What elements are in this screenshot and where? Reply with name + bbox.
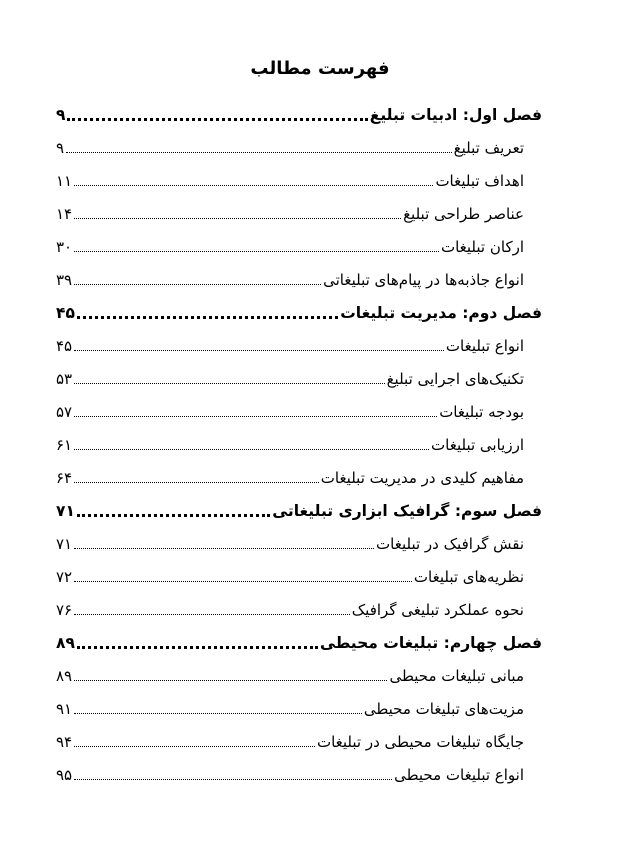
toc-page-number: ۶۴ xyxy=(56,468,73,487)
toc-page-number: ۸۹ xyxy=(56,666,73,685)
toc-entry-title: انواع تبلیغات xyxy=(445,336,524,355)
dot-leader xyxy=(74,449,429,450)
toc-section-entry[interactable] xyxy=(56,263,542,296)
toc-page-number: ۹ xyxy=(56,105,66,124)
dot-leader xyxy=(74,185,433,186)
table-of-contents xyxy=(56,98,542,791)
toc-section-entry[interactable] xyxy=(56,527,542,560)
dot-leader xyxy=(74,383,384,384)
dot-leader xyxy=(74,350,444,351)
toc-entry-title: ارکان تبلیغات xyxy=(440,237,524,256)
toc-page-number: ۶۱ xyxy=(56,435,73,454)
toc-section-entry[interactable] xyxy=(56,230,542,263)
page-title: فهرست مطالب xyxy=(250,58,390,79)
dot-leader xyxy=(74,284,321,285)
toc-page-number: ۹۵ xyxy=(56,765,73,784)
dot-leader xyxy=(74,779,392,780)
toc-entry-title: مزیت‌های تبلیغات محیطی xyxy=(363,699,524,718)
toc-entry-title: عناصر طراحی تبلیغ xyxy=(403,204,524,223)
toc-entry-title: مبانی تبلیغات محیطی xyxy=(389,666,524,685)
toc-page-number: ۳۹ xyxy=(56,270,73,289)
toc-entry-title: فصل اول: ادبیات تبلیغ xyxy=(369,105,542,124)
toc-entry-title: تکنیک‌های اجرایی تبلیغ xyxy=(386,369,524,388)
toc-entry-title: نحوه عملکرد تبلیغی گرافیک xyxy=(351,600,524,619)
toc-entry-title: فصل سوم: گرافیک ابزاری تبلیغاتی xyxy=(272,501,542,520)
toc-section-entry[interactable] xyxy=(56,164,542,197)
toc-chapter-entry[interactable] xyxy=(56,626,542,659)
dot-leader xyxy=(74,581,412,582)
toc-entry-title: فصل دوم: مدیریت تبلیغات xyxy=(340,303,542,322)
toc-entry-title: انواع جاذبه‌ها در پیام‌های تبلیغاتی xyxy=(323,270,524,289)
toc-section-entry[interactable] xyxy=(56,659,542,692)
dot-leader xyxy=(74,614,350,615)
toc-section-entry[interactable] xyxy=(56,197,542,230)
dot-leader xyxy=(67,118,367,121)
dot-leader xyxy=(74,548,374,549)
toc-page-number: ۹ xyxy=(56,138,65,157)
dot-leader xyxy=(74,251,439,252)
toc-page-number: ۹۱ xyxy=(56,699,73,718)
dot-leader xyxy=(77,316,338,319)
toc-entry-title: نقش گرافیک در تبلیغات xyxy=(376,534,524,553)
toc-page-number: ۵۳ xyxy=(56,369,73,388)
toc-chapter-entry[interactable] xyxy=(56,296,542,329)
toc-page-number: ۷۱ xyxy=(56,501,75,520)
toc-page-number: ۱۴ xyxy=(56,204,73,223)
dot-leader xyxy=(74,482,319,483)
dot-leader xyxy=(74,218,401,219)
toc-section-entry[interactable] xyxy=(56,329,542,362)
toc-section-entry[interactable] xyxy=(56,362,542,395)
toc-page-number: ۷۲ xyxy=(56,567,73,586)
toc-entry-title: بودجه تبلیغات xyxy=(439,402,524,421)
toc-section-entry[interactable] xyxy=(56,395,542,428)
toc-entry-title: اهداف تبلیغات xyxy=(435,171,524,190)
toc-entry-title: انواع تبلیغات محیطی xyxy=(394,765,524,784)
dot-leader xyxy=(66,152,452,153)
toc-chapter-entry[interactable] xyxy=(56,98,542,131)
toc-entry-title: مفاهیم کلیدی در مدیریت تبلیغات xyxy=(320,468,524,487)
toc-page-number: ۹۴ xyxy=(56,732,73,751)
toc-section-entry[interactable] xyxy=(56,131,542,164)
toc-page-number: ۴۵ xyxy=(56,303,75,322)
toc-section-entry[interactable] xyxy=(56,692,542,725)
dot-leader xyxy=(74,713,362,714)
dot-leader xyxy=(74,746,315,747)
dot-leader xyxy=(77,514,270,517)
dot-leader xyxy=(77,646,318,649)
toc-entry-title: جایگاه تبلیغات محیطی در تبلیغات xyxy=(316,732,524,751)
toc-section-entry[interactable] xyxy=(56,560,542,593)
toc-page-number: ۴۵ xyxy=(56,336,73,355)
toc-page-number: ۳۰ xyxy=(56,237,73,256)
toc-section-entry[interactable] xyxy=(56,593,542,626)
toc-section-entry[interactable] xyxy=(56,428,542,461)
dot-leader xyxy=(74,680,387,681)
toc-page-number: ۸۹ xyxy=(56,633,75,652)
toc-entry-title: فصل چهارم: تبلیغات محیطی xyxy=(320,633,542,652)
dot-leader xyxy=(74,416,437,417)
toc-page-number: ۷۱ xyxy=(56,534,73,553)
toc-section-entry[interactable] xyxy=(56,461,542,494)
toc-entry-title: نظریه‌های تبلیغات xyxy=(413,567,524,586)
toc-section-entry[interactable] xyxy=(56,758,542,791)
toc-page-number: ۵۷ xyxy=(56,402,73,421)
toc-entry-title: تعریف تبلیغ xyxy=(453,138,524,157)
toc-section-entry[interactable] xyxy=(56,725,542,758)
toc-entry-title: ارزیابی تبلیغات xyxy=(431,435,524,454)
toc-page-number: ۷۶ xyxy=(56,600,73,619)
toc-chapter-entry[interactable] xyxy=(56,494,542,527)
toc-page-number: ۱۱ xyxy=(56,171,73,190)
